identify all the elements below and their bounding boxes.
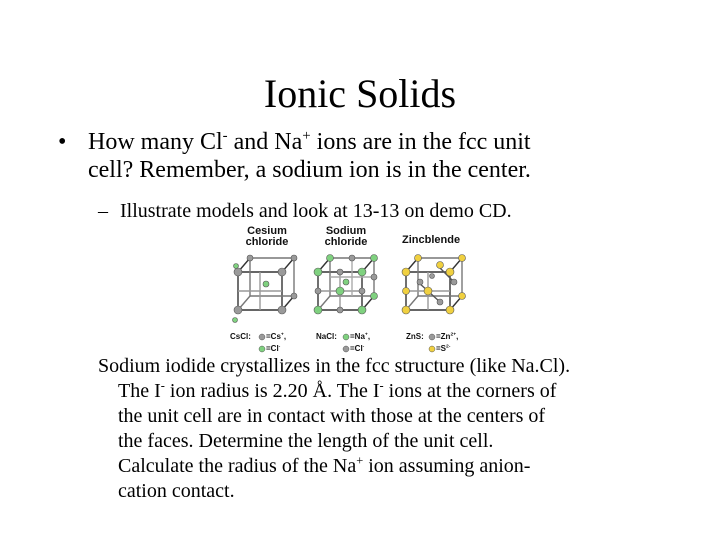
cscl-legend-a-sup: + — [280, 332, 284, 338]
para-line2-sup: - — [160, 378, 165, 393]
zns-legend-b — [436, 344, 450, 354]
zns-legend-prefix: ZnS: — [406, 332, 424, 341]
zns-legend-a-text: =Zn — [436, 332, 451, 341]
bullet-text-c: ions are in the fcc unit — [310, 129, 531, 155]
para-line2-b: ion radius is 2.20 Å. The I — [164, 380, 380, 402]
zns-legend-b-sup: 2- — [446, 344, 451, 350]
cscl-legend-b — [266, 344, 280, 354]
nacl-legend-a: =Na+, — [350, 332, 371, 341]
bullet-line2: cell? Remember, a sodium ion is in the center. — [88, 157, 531, 183]
bullet-text — [88, 128, 688, 184]
zns-legend-a: $=Zn^{2+}$, — [436, 332, 459, 341]
problem-paragraph — [98, 354, 698, 504]
para-line5-sup: + — [356, 453, 364, 468]
nacl-legend-b-sup: - — [362, 344, 365, 350]
para-line2-sup2: - — [379, 378, 384, 393]
zns-legend-a-sup: 2+ — [450, 332, 457, 338]
para-line5-a: Calculate the radius of the Na — [118, 455, 357, 477]
para-line-2 — [98, 379, 698, 404]
para-line-4: the faces. Determine the length of the unit cell. — [118, 430, 494, 452]
bullet-text-a: How many Cl — [88, 129, 223, 155]
nacl-label-line1: Sodium — [325, 225, 367, 237]
cscl-legend-a-text: =Cs — [266, 332, 281, 341]
nacl-legend-prefix: NaCl: — [316, 332, 337, 341]
nacl-legend-a-text: =Na — [350, 332, 365, 341]
cscl-label — [236, 226, 298, 248]
nacl-label — [318, 226, 374, 248]
nacl-legend-b — [350, 344, 364, 354]
para-line-5 — [98, 454, 698, 479]
sub-bullet-marker: – — [98, 200, 108, 222]
zns-label-line1: Zincblende — [402, 234, 461, 246]
nacl-legend-b-text: =Cl — [350, 344, 363, 353]
nacl-label-line2: chloride — [324, 236, 368, 248]
zns-label — [402, 235, 486, 246]
para-line-3: the unit cell are in contact with those at the centers of — [118, 405, 546, 427]
bullet-text-b: and Na — [227, 129, 303, 155]
crystal-structures-figure — [226, 224, 488, 356]
nacl-legend-a-sup: + — [364, 332, 368, 338]
para-line2-a: The I — [118, 380, 161, 402]
cscl-legend-a: =Cs+, — [266, 332, 287, 341]
sub-bullet-text: Illustrate models and look at 13-13 on demo CD. — [120, 200, 512, 222]
para-line2-c: ions at the corners of — [383, 380, 557, 402]
cscl-label-line1: Cesium — [247, 225, 287, 237]
cscl-legend-b-sup: - — [278, 344, 281, 350]
zns-legend-b-text: =S — [436, 344, 447, 353]
zns-atoms — [402, 255, 466, 315]
bullet-sup-b: + — [302, 128, 311, 144]
cscl-legend-prefix: CsCl: — [230, 332, 251, 341]
nacl-atoms — [314, 255, 378, 315]
para-line-6: cation contact. — [118, 480, 235, 502]
slide-title: Ionic Solids — [263, 71, 457, 116]
cscl-legend-b-text: =Cl — [266, 344, 279, 353]
bullet-marker: • — [58, 129, 67, 155]
para-line-1: Sodium iodide crystallizes in the fcc structure (like Na.Cl). — [98, 355, 571, 377]
cscl-label-line2: chloride — [245, 236, 289, 248]
bullet-sup-a: - — [222, 128, 228, 144]
para-line5-b: ion assuming anion- — [363, 455, 531, 477]
